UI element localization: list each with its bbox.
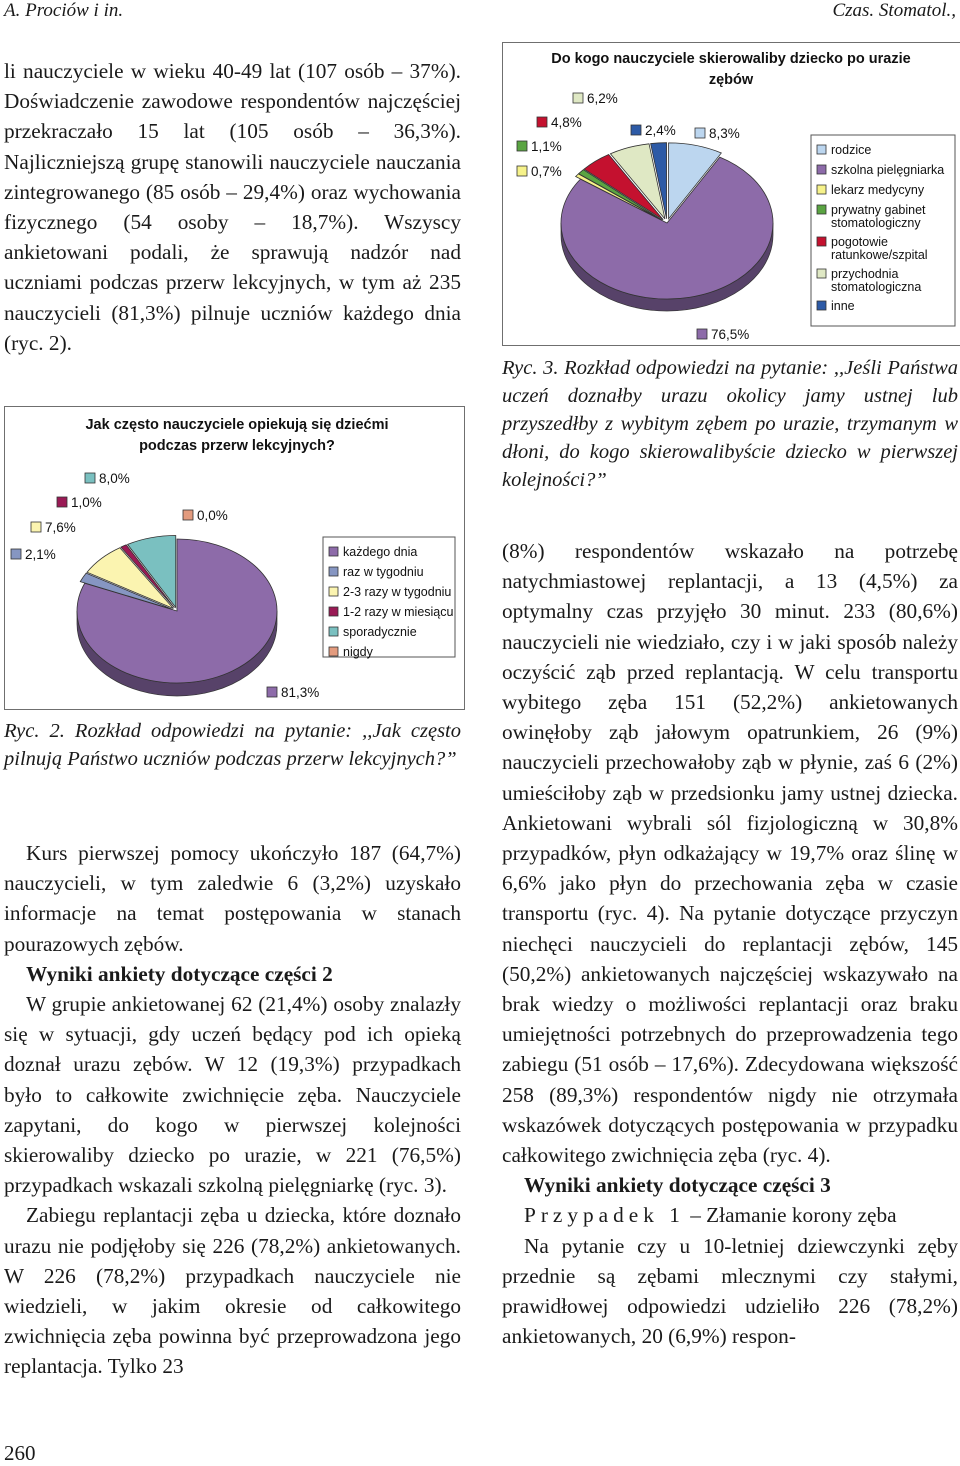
pie-chart-supervision-svg	[5, 407, 464, 709]
legend-label-przychodnia-stomatologiczna: stomatologiczna	[831, 280, 922, 294]
data-label-prywatny-gabinet-stomatologiczny: 1,1%	[531, 139, 562, 154]
data-label-raz-w-tygodniu: 2,1%	[25, 547, 56, 562]
data-label-swatch-lekarz-medycyny	[517, 166, 527, 176]
legend-swatch-prywatny-gabinet-stomatologiczny	[817, 205, 826, 214]
legend-label-pogotowie-ratunkowe-szpital: ratunkowe/szpital	[831, 248, 928, 262]
section-heading-part-2: Wyniki ankiety dotyczące części 2	[26, 961, 333, 986]
legend-label-lekarz-medycyny: lekarz medycyny	[831, 183, 925, 197]
legend-label-szkolna-pielegniarka: szkolna pielęgniarka	[831, 163, 945, 177]
legend-swatch-lekarz-medycyny	[817, 185, 826, 194]
legend-swatch-rodzice	[817, 145, 826, 154]
legend-label-nigdy: nigdy	[343, 645, 373, 659]
legend-swatch-kazdego-dnia	[329, 547, 338, 556]
legend-swatch-szkolna-pielegniarka	[817, 165, 826, 174]
data-label-swatch-prywatny-gabinet-stomatologiczny	[517, 141, 527, 151]
data-label-rodzice: 8,3%	[709, 126, 740, 141]
legend-swatch-1-2-razy-w-miesiacu	[329, 607, 338, 616]
legend-label-1-2-razy-w-miesiacu: 1-2 razy w miesiącu	[343, 605, 454, 619]
legend-label-inne: inne	[831, 299, 855, 313]
page-number: 260	[4, 1441, 36, 1465]
pie-chart-referral	[502, 42, 960, 346]
case-title: – Złamanie korony zęba	[684, 1203, 897, 1228]
legend-label-prywatny-gabinet-stomatologiczny: stomatologiczny	[831, 216, 921, 230]
pie-chart-referral-svg	[503, 43, 960, 345]
data-label-nigdy: 0,0%	[197, 508, 228, 523]
left-bottom-text	[4, 838, 461, 1382]
pie-chart-supervision	[4, 406, 465, 710]
legend-label-rodzice: rodzice	[831, 143, 872, 157]
replantation-paragraph: Zabiegu replantacji zęba u dziecka, które doznało urazu nie podjęłoby się 226 (78,2%) ankietowanych. W 226 (78,2%) przypadkach nauczyciele nie wiedzieli, w jakim okresie od całkowitego zwichnięcia zęba powinna być przeprowadzona jego replantacja. Tylko 23	[4, 1203, 461, 1379]
data-label-swatch-1-2-razy-w-miesiacu	[57, 497, 67, 507]
chart-title-line: Jak często nauczyciele opiekują się dziećmi	[85, 417, 389, 433]
data-label-kazdego-dnia: 81,3%	[281, 685, 320, 700]
right-column-text	[502, 536, 958, 1351]
data-label-przychodnia-stomatologiczna: 6,2%	[587, 91, 618, 106]
data-label-sporadycznie: 8,0%	[99, 471, 130, 486]
intro-text: li nauczyciele w wieku 40-49 lat (107 osób – 37%). Doświadczenie zawodowe respondentów najczęściej przekraczało 15 lat (105 osób – 36,3%). Najliczniejszą grupę stanowili nauczyciele nauczania zintegrowanego (85 osób – 29,4%) oraz wychowania fizycznego (54 osoby – 18,7%). Wszyscy ankietowani podali, że sprawują nadzór nad uczniami podczas przerw lekcyjnych, w tym aż 235 nauczycieli (81,3%) pilnuje uczniów każdego dnia (ryc. 2).	[4, 59, 461, 355]
legend-label-2-3-razy-w-tygodniu: 2-3 razy w tygodniu	[343, 585, 452, 599]
data-label-swatch-rodzice	[695, 128, 705, 138]
figure-3-caption: Ryc. 3. Rozkład odpowiedzi na pytanie: ,,Jeśli Państwa uczeń doznałby urazu okolicy jamy ustnej lub przyszedłby z wybitym zębem po urazie, trzymanym w dłoni, do kogo skierowalibyście dziecko w pierwszej kolejności?”	[502, 357, 958, 491]
part-2-paragraph: W grupie ankietowanej 62 (21,4%) osoby znalazły się w sytuacji, gdy uczeń będący pod ich opieką doznał urazu zębów. W 12 (19,3%) przypadkach było to całkowite zwichnięcie zęba. Nauczyciele zapytani, do kogo w pierwszej kolejności skierowaliby dziecko po urazie, w 221 (76,5%) przypadkach wskazali szkolną pielęgniarkę (ryc. 3).	[4, 992, 461, 1198]
chart-title-line: podczas przerw lekcyjnych?	[139, 438, 335, 454]
chart-title-line: zębów	[708, 72, 754, 88]
legend-swatch-2-3-razy-w-tygodniu	[329, 587, 338, 596]
data-label-lekarz-medycyny: 0,7%	[531, 164, 562, 179]
data-label-swatch-nigdy	[183, 510, 193, 520]
data-label-szkolna-pielegniarka: 76,5%	[711, 327, 750, 342]
legend-swatch-raz-w-tygodniu	[329, 567, 338, 576]
legend-swatch-sporadycznie	[329, 627, 338, 636]
legend-swatch-inne	[817, 301, 826, 310]
data-label-swatch-inne	[631, 125, 641, 135]
legend-label-prywatny-gabinet-stomatologiczny: prywatny gabinet	[831, 203, 926, 217]
section-heading-part-3: Wyniki ankiety dotyczące części 3	[524, 1173, 831, 1198]
chart-title-line: Do kogo nauczyciele skierowaliby dziecko po urazie	[551, 51, 911, 67]
data-label-swatch-przychodnia-stomatologiczna	[573, 93, 583, 103]
figure-2-caption: Ryc. 2. Rozkład odpowiedzi na pytanie: ,,Jak często pilnują Państwo uczniów podczas przerw lekcyjnych?”	[4, 720, 461, 770]
legend-label-przychodnia-stomatologiczna: przychodnia	[831, 267, 899, 281]
legend-swatch-nigdy	[329, 647, 338, 656]
data-label-swatch-raz-w-tygodniu	[11, 549, 21, 559]
legend-label-pogotowie-ratunkowe-szpital: pogotowie	[831, 235, 888, 249]
replantation-results-paragraph: (8%) respondentów wskazało na potrzebę natychmiastowej replantacji, a 13 (4,5%) za optymalny czas przyjęło 30 minut. 233 (80,6%) nauczycieli nie wiedziało, czy i w jaki sposób należy oczyścić ząb przed replantacją. W celu transportu wybitego zęba 151 (52,2%) ankietowanych owinęłoby ząb jałowym opatrunkiem, 26 (9%) nauczycieli przechowałoby ząb w płynie, zaś 6 (2%) umieściłoby ząb w przedsionku jamy ustnej dziecka. Ankietowani wybrali sól fizjologiczną w 30,8% przypadków, płyn odkażający w 19,7% oraz ślinę w 6,6% jako płyn do przechowania zęba w czasie transportu (ryc. 4). Na pytanie dotyczące przyczyn niechęci nauczycieli do replantacji zębów, 145 (50,2%) ankietowanych najczęściej wskazywało na brak wiedzy o możliwości replantacji oraz braku umiejętności potrzebnych do przeprowadzenia tego zabiegu (51 osób – 17,6%). Zdecydowana większość 258 (89,3%) respondentów nigdy nie otrzymała wskazówek dotyczących postępowania w przypadku całkowitego zwichnięcia zęba (ryc. 4).	[502, 539, 958, 1168]
data-label-2-3-razy-w-tygodniu: 7,6%	[45, 520, 76, 535]
data-label-inne: 2,4%	[645, 123, 676, 138]
legend-label-kazdego-dnia: każdego dnia	[343, 545, 418, 559]
data-label-swatch-2-3-razy-w-tygodniu	[31, 522, 41, 532]
legend-swatch-pogotowie-ratunkowe-szpital	[817, 237, 826, 246]
data-label-swatch-sporadycznie	[85, 473, 95, 483]
data-label-pogotowie-ratunkowe-szpital: 4,8%	[551, 115, 582, 130]
data-label-swatch-szkolna-pielegniarka	[697, 329, 707, 339]
data-label-swatch-pogotowie-ratunkowe-szpital	[537, 117, 547, 127]
case-label: Przypadek 1	[524, 1203, 685, 1228]
case-1-paragraph: Na pytanie czy u 10-letniej dziewczynki zęby przednie są zębami mlecznymi czy stałymi, prawidłowej odpowiedzi udzieliło 226 (78,2%) ankietowanych, 20 (6,9%) respon-	[502, 1233, 958, 1349]
legend-swatch-przychodnia-stomatologiczna	[817, 269, 826, 278]
data-label-1-2-razy-w-miesiacu: 1,0%	[71, 495, 102, 510]
first-aid-paragraph: Kurs pierwszej pomocy ukończyło 187 (64,7%) nauczycieli, w tym zaledwie 6 (3,2%) uzyskało informacje na temat postępowania w stanach pourazowych zębów.	[4, 841, 461, 956]
running-head-authors: A. Prociów i in.	[4, 0, 124, 21]
legend-label-raz-w-tygodniu: raz w tygodniu	[343, 565, 424, 579]
running-head-journal: Czas. Stomatol.,	[832, 0, 956, 21]
data-label-swatch-kazdego-dnia	[267, 687, 277, 697]
left-top-paragraph	[4, 56, 461, 358]
legend-label-sporadycznie: sporadycznie	[343, 625, 417, 639]
case-1-line	[502, 1200, 958, 1230]
